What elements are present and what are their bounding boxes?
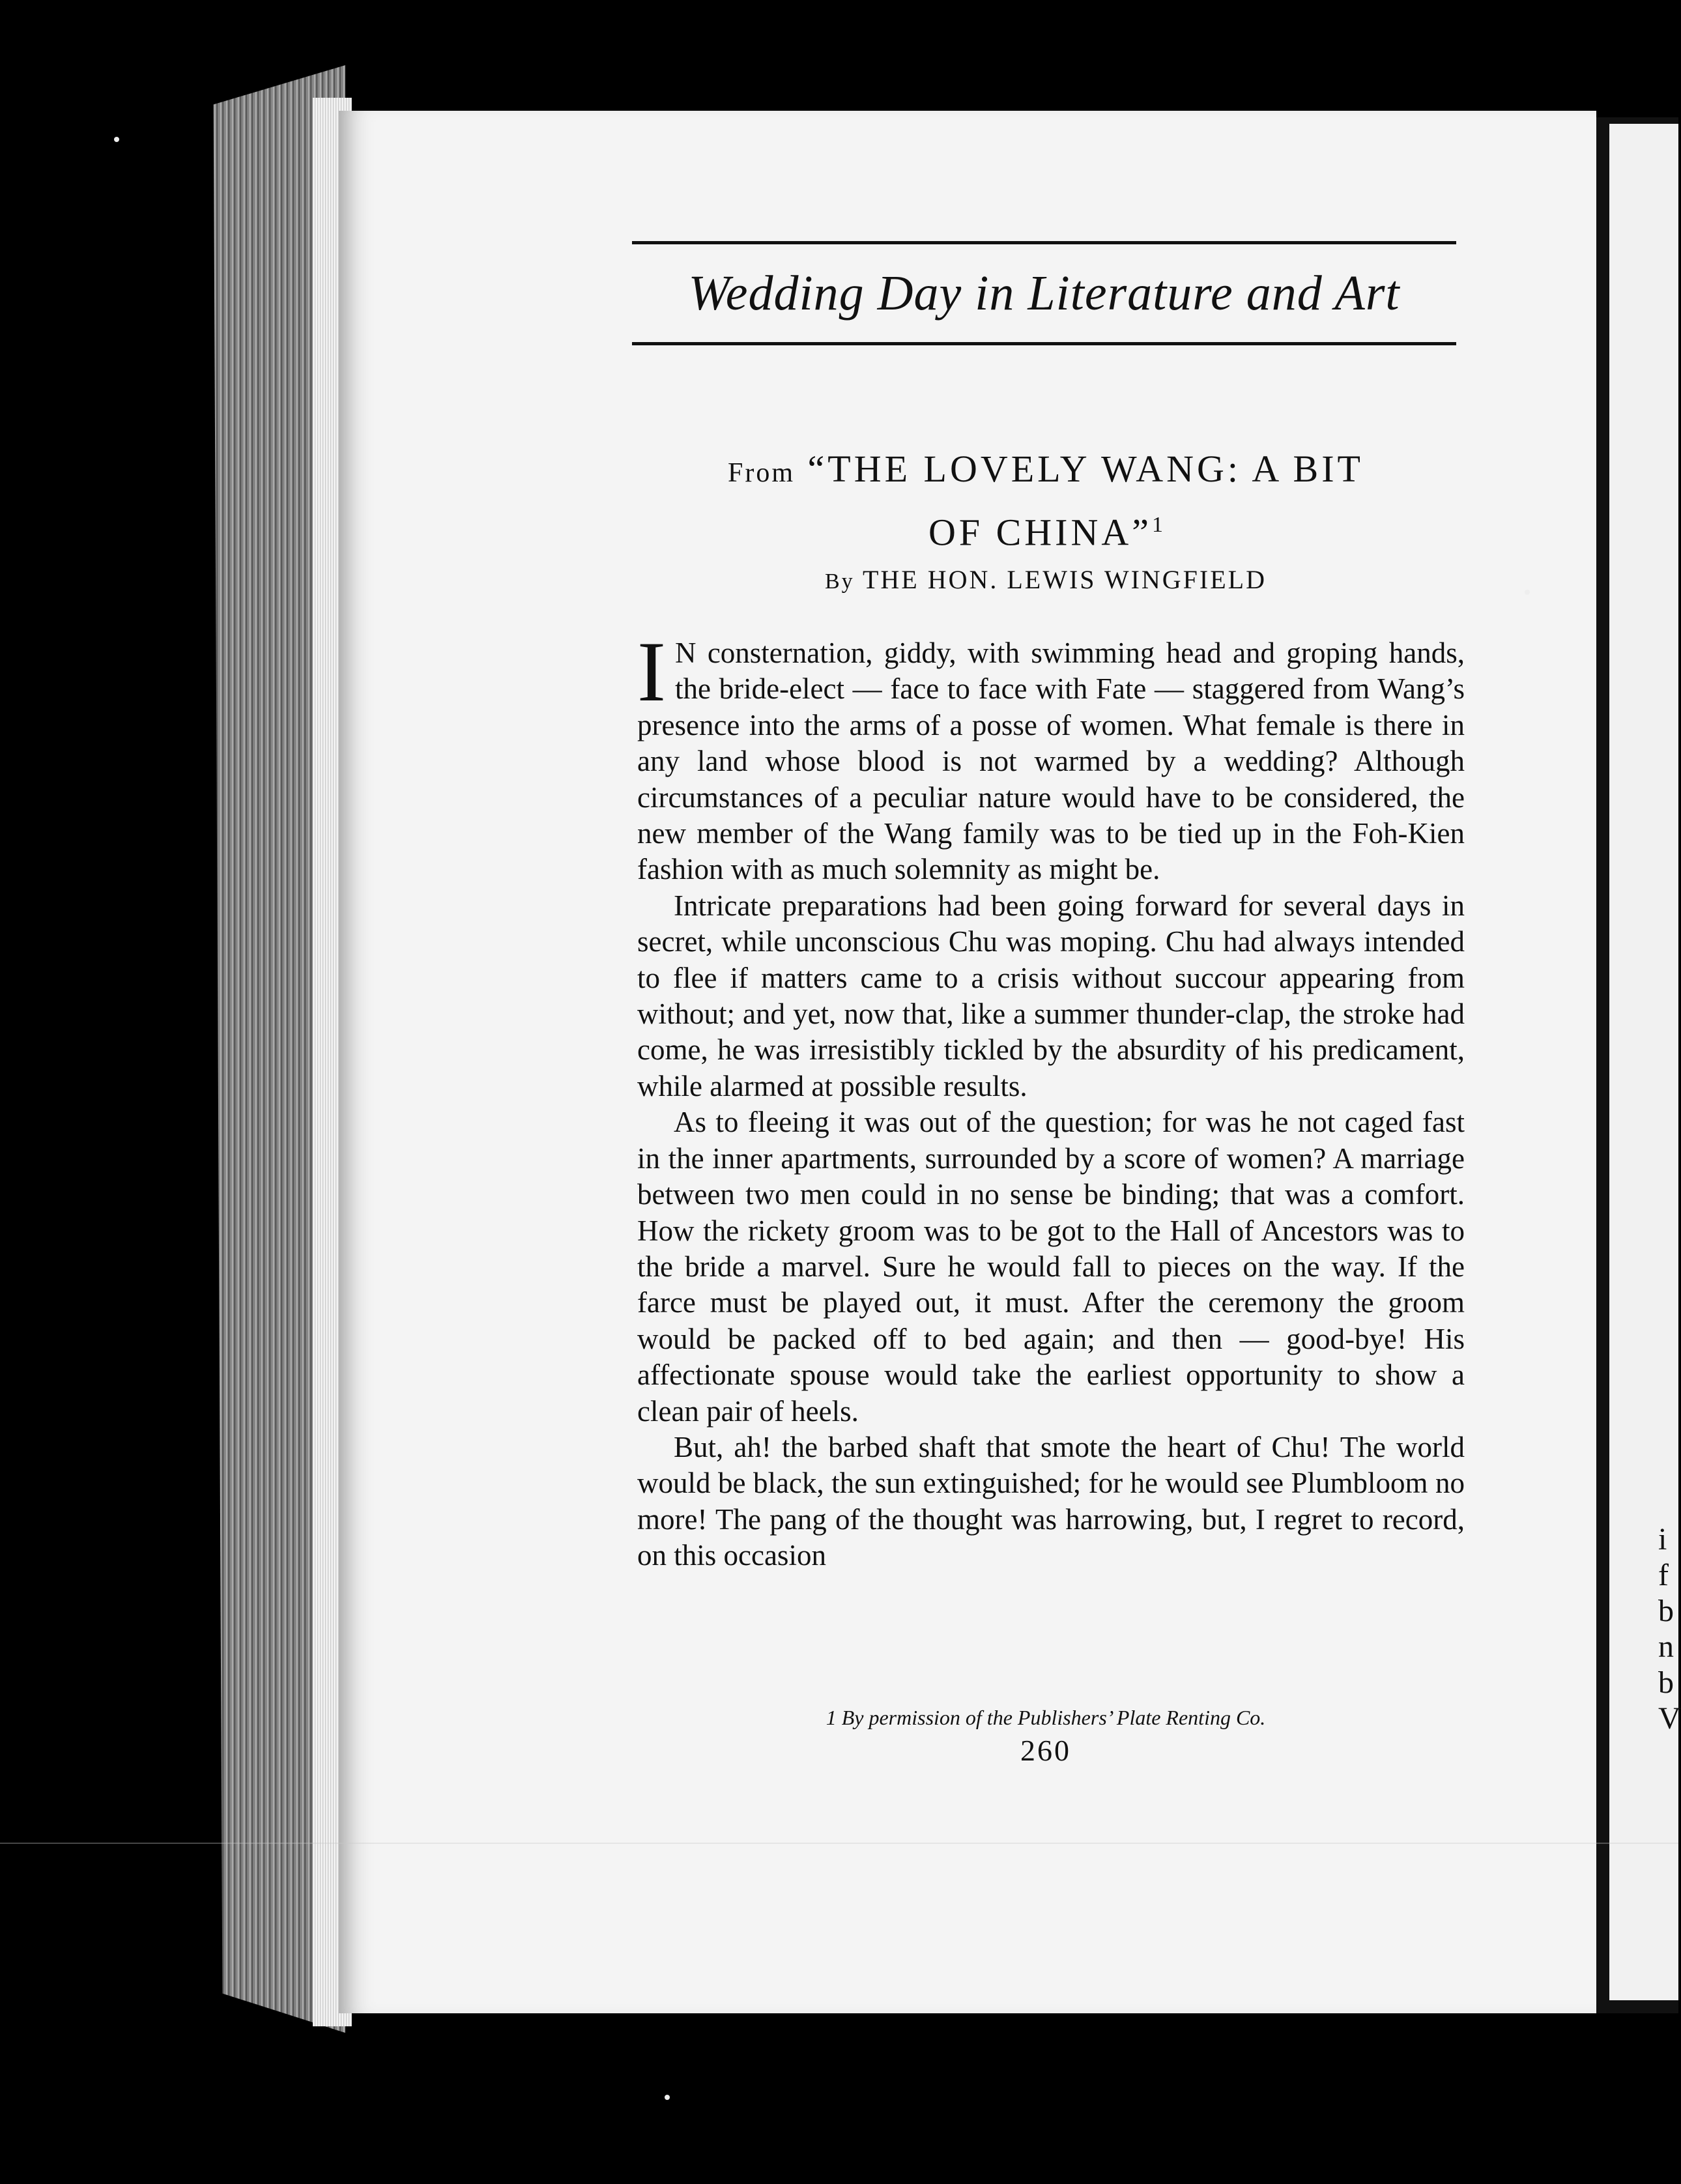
dust-speck	[114, 137, 119, 142]
article-body	[637, 624, 1465, 1574]
title-text-1: “THE LOVELY WANG: A BIT	[807, 448, 1364, 490]
byline	[625, 564, 1466, 595]
facing-page-fragment: n	[1658, 1630, 1674, 1664]
footnote-marker: 1	[1152, 513, 1164, 537]
running-header	[632, 241, 1456, 345]
scan-artifact-line	[0, 1843, 1678, 1844]
page-number: 260	[1020, 1734, 1071, 1767]
running-title: Wedding Day in Literature and Art	[688, 266, 1400, 321]
drop-cap: I	[637, 624, 666, 719]
facing-page-fragment: b	[1658, 1665, 1674, 1700]
facing-page-fragment: i	[1658, 1522, 1667, 1557]
article-title-line-1	[625, 443, 1466, 499]
dust-speck	[665, 2095, 670, 2100]
title-text-2: OF CHINA”	[928, 511, 1153, 554]
article-title	[625, 443, 1466, 558]
article-title-line-2	[625, 499, 1466, 558]
paragraph	[637, 624, 1465, 888]
paragraph: But, ah! the barbed shaft that smote the heart of Chu! The world would be black, the sun extinguished; for he would see Plumbloom no more! The pang of the thought was harrowing, but, I regret to record, on this occasion	[637, 1430, 1465, 1572]
paragraph: As to fleeing it was out of the question; for was he not caged fast in the inner apartments, surrounded by a score of women? A marriage between two men could in no sense be binding; that was a comfort. How the rickety groom was to be got to the Hall of Ancestors was to the bride a marvel. Sure he would fall to pieces on the way. If the farce must be played out, it must. After the ceremony the groom would be packed off to bed again; and then — good-bye! His affectionate spouse would take the earliest opportunity to show a clean pair of heels.	[637, 1106, 1465, 1428]
facing-page-fragment: V	[1658, 1701, 1681, 1736]
facing-page-fragment: b	[1658, 1594, 1674, 1628]
footnote: 1 By permission of the Publishers’ Plate Renting Co.	[826, 1706, 1266, 1729]
byline-author: THE HON. LEWIS WINGFIELD	[862, 565, 1267, 594]
dust-speck	[1525, 590, 1530, 595]
paragraph: Intricate preparations had been going forward for several days in secret, while unconscious Chu was moping. Chu had always intended to flee if matters came to a crisis without succour appearing from without; and yet, now that, like a summer thunder-clap, the stroke had come, he was irresistibly tickled by the absurdity of his predicament, while alarmed at possible results.	[637, 889, 1465, 1102]
byline-prefix: By	[824, 569, 855, 594]
paragraph-text: N consternation, giddy, with swimming head and groping hands, the bride-elect — face to face with Fate — staggered from Wang’s presence into the arms of a posse of women. What female is there in any land whose blood is not warmed by a wedding? Although circumstances of a peculiar nature would have to be considered, the new member of the Wang family was to be tied up in the Foh-Kien fashion with as much solemnity as might be.	[637, 637, 1465, 886]
facing-page-fragment: f	[1658, 1558, 1669, 1592]
title-prefix: From	[728, 458, 796, 488]
